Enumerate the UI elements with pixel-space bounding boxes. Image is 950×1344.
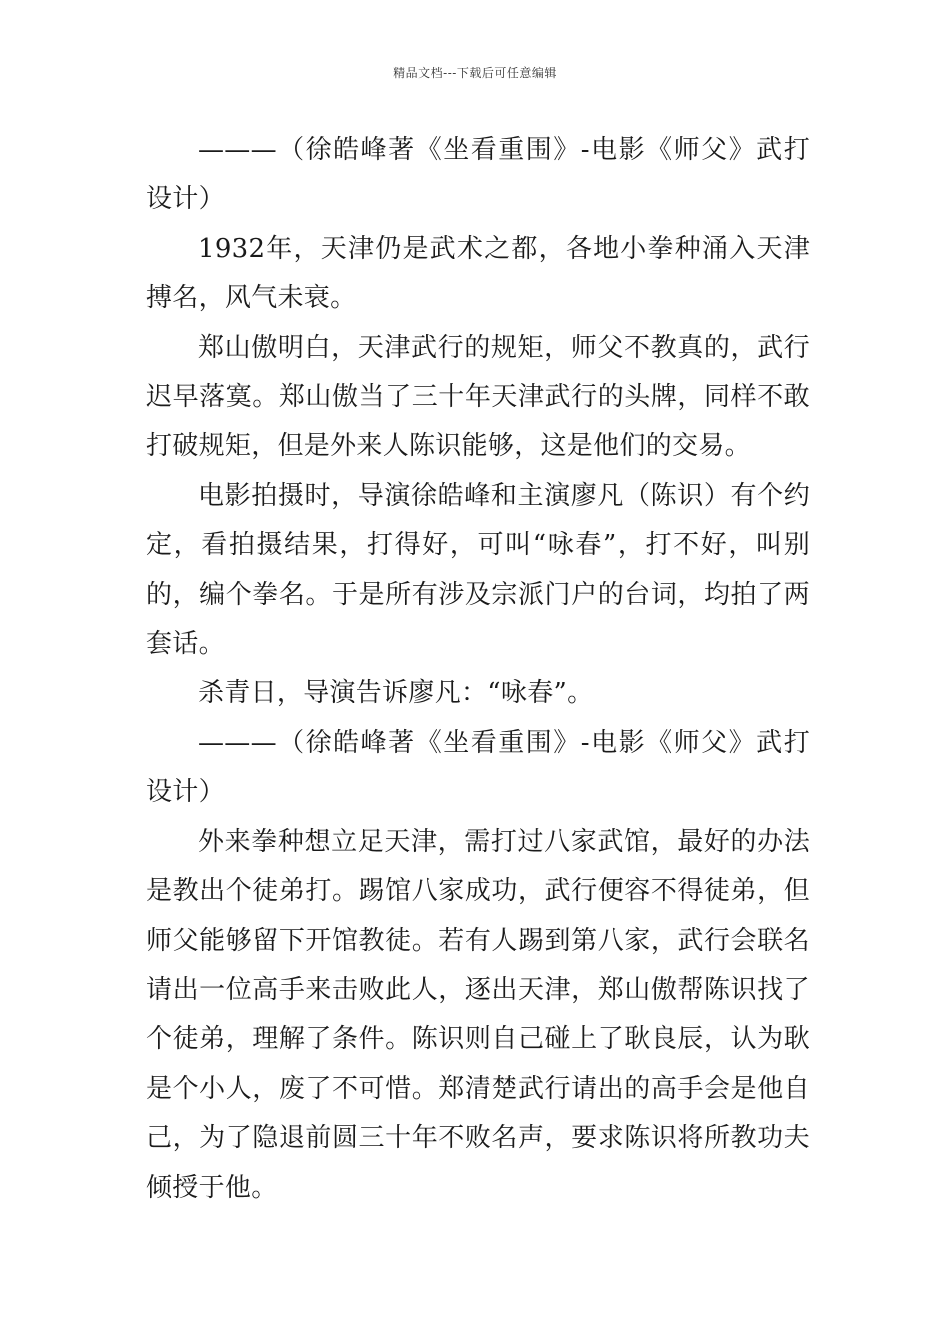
document-body: [146, 126, 810, 1213]
paragraph-filming-agreement: 电影拍摄时，导演徐皓峰和主演廖凡（陈识）有个约定，看拍摄结果，打得好，可叫“咏春”，打不好，叫别的，编个拳名。于是所有涉及宗派门户的台词，均拍了两套话。: [146, 480, 810, 660]
paragraph-wrap-day: 杀青日，导演告诉廖凡：“咏春”。: [198, 678, 594, 709]
paragraph-citation-1: ———（徐皓峰著《坐看重围》-电影《师父》武打设计）: [146, 135, 810, 215]
paragraph-zheng-shanao: 郑山傲明白，天津武行的规矩，师父不教真的，武行迟早落寞。郑山傲当了三十年天津武行的头牌，同样不敢打破规矩，但是外来人陈识能够，这是他们的交易。: [146, 332, 810, 462]
paragraph-citation-2: ———（徐皓峰著《坐看重围》-电影《师父》武打设计）: [146, 727, 810, 808]
paragraph-foreign-styles: 外来拳种想立足天津，需打过八家武馆，最好的办法是教出个徒弟打。踢馆八家成功，武行便容不得徒弟，但师父能够留下开馆教徒。若有人踢到第八家，武行会联名请出一位高手来击败此人，逐出天津，郑山傲帮陈识找了个徒弟，理解了条件。陈识则自己碰上了耿良辰，认为耿是个小人，废了不可惜。郑清楚武行请出的高手会是他自己，为了隐退前圆三十年不败名声，要求陈识将所教功夫倾授于他。: [146, 826, 810, 1203]
page-header: 精品文档---下载后可任意编辑: [393, 66, 557, 80]
paragraph-1932-tianjin: 1932年，天津仍是武术之都，各地小拳种涌入天津搏名，风气未衰。: [146, 233, 810, 314]
